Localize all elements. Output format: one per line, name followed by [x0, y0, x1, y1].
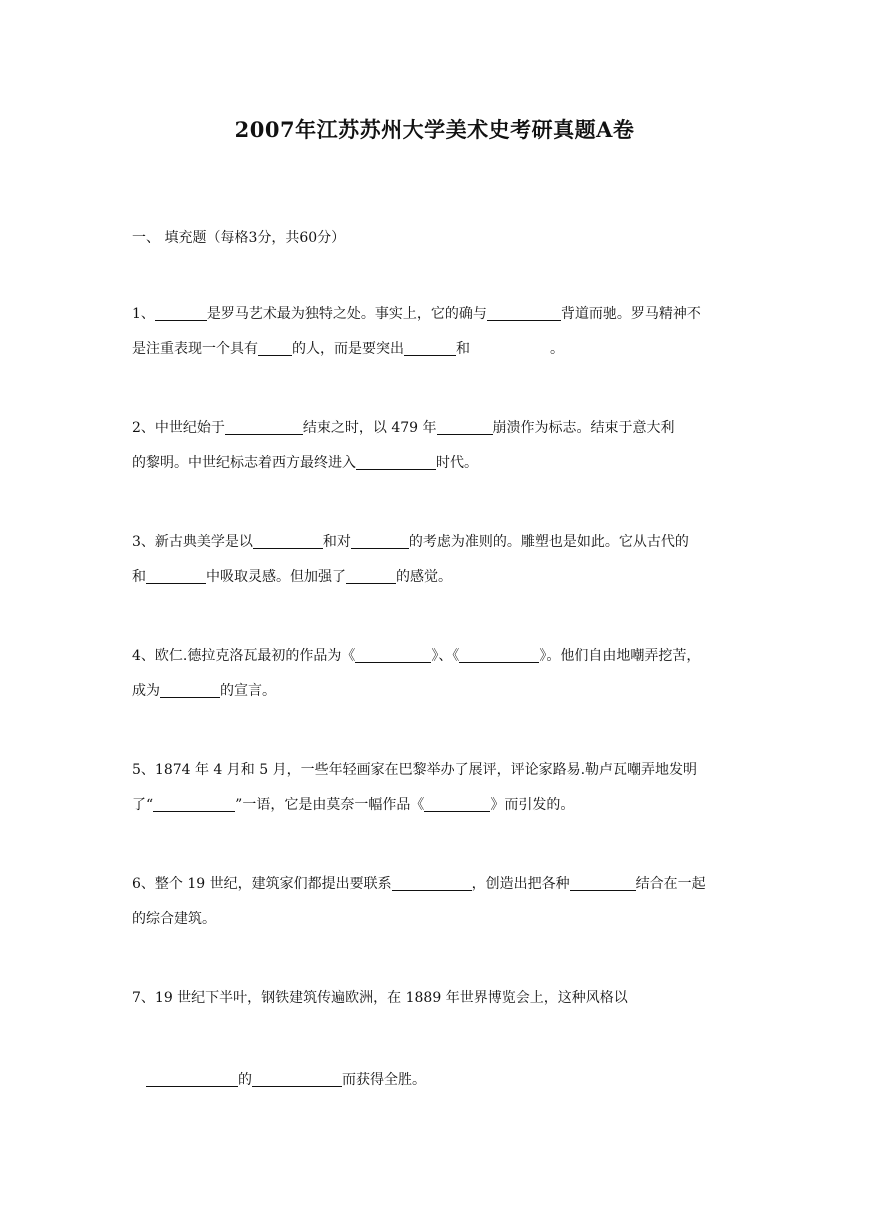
fill-blank[interactable]	[253, 531, 323, 549]
question-5-line-1	[132, 753, 740, 788]
question-2	[132, 411, 740, 481]
question-4-line-2	[132, 674, 740, 709]
question-4-line-1	[132, 639, 740, 674]
fill-blank[interactable]	[146, 1069, 238, 1087]
q2-text-2: 结束之时，以 479 年	[302, 420, 437, 436]
question-2-line-1	[132, 411, 740, 446]
q1-text-5: 的人，而是要突出	[292, 341, 404, 357]
fill-blank[interactable]	[487, 303, 561, 321]
q3-text-2: 和对	[322, 534, 351, 550]
fill-blank[interactable]	[459, 645, 539, 663]
q4-text-2: 》、《	[431, 648, 460, 664]
fill-blank[interactable]	[160, 680, 220, 698]
q1-text-4: 是注重表现一个具有	[132, 341, 258, 357]
q1-text-1: 1、	[132, 306, 155, 322]
fill-blank[interactable]	[570, 873, 636, 891]
q6-text-2: ，创造出把各种	[471, 876, 570, 892]
q3-text-6: 的感觉。	[396, 569, 452, 585]
q6-text-3: 结合在一起	[635, 876, 706, 892]
section-heading: 一、 填充题（每格3分，共60分）	[132, 230, 346, 246]
question-6-line-2	[132, 902, 740, 937]
q4-text-3: 》。他们自由地嘲弄挖苦，	[539, 648, 701, 664]
q2-text-1: 2、中世纪始于	[132, 420, 225, 436]
fill-blank[interactable]	[424, 794, 490, 812]
fill-blank[interactable]	[355, 645, 431, 663]
question-1-line-1	[132, 297, 740, 332]
q4-text-1: 4、欧仁.德拉克洛瓦最初的作品为《	[132, 648, 356, 664]
q5-text-1: 5、1874 年 4 月和 5 月，一些年轻画家在巴黎举办了展评，评论家路易.勒卢瓦嘲弄地发明	[132, 762, 698, 778]
fill-blank[interactable]	[155, 303, 207, 321]
q7-text-1: 7、19 世纪下半叶，钢铁建筑传遍欧洲，在 1889 年世界博览会上，这种风格以	[132, 990, 628, 1006]
q2-text-3: 崩溃作为标志。结束于意大利	[492, 420, 675, 436]
fill-blank[interactable]	[252, 1069, 342, 1087]
fill-blank[interactable]	[146, 566, 206, 584]
q7-text-3: 而获得全胜。	[342, 1072, 426, 1088]
question-1	[132, 297, 740, 367]
fill-blank[interactable]	[346, 566, 396, 584]
question-3	[132, 525, 740, 595]
q4-text-5: 的宣言。	[220, 683, 276, 699]
question-4	[132, 639, 740, 709]
question-7-line-2	[146, 1063, 426, 1098]
question-6	[132, 867, 740, 937]
question-5	[132, 753, 740, 823]
fill-blank[interactable]	[153, 794, 235, 812]
question-7-line-1	[132, 981, 740, 1016]
q2-text-5: 时代。	[436, 455, 478, 471]
q1-text-6: 和	[456, 341, 470, 357]
fill-blank[interactable]	[437, 417, 493, 435]
fill-blank[interactable]	[356, 452, 436, 470]
fill-blank[interactable]	[225, 417, 303, 435]
q3-text-4: 和	[132, 569, 146, 585]
q6-text-1: 6、整个 19 世纪，建筑家们都提出要联系	[132, 876, 392, 892]
page-title: 2007年江苏苏州大学美术史考研真题A卷	[234, 117, 635, 142]
q2-text-4: 的黎明。中世纪标志着西方最终进入	[132, 455, 356, 471]
question-1-line-2	[132, 332, 740, 367]
fill-blank[interactable]	[351, 531, 409, 549]
q1-text-7: 。	[550, 341, 564, 357]
question-5-line-2	[132, 788, 740, 823]
q3-text-5: 中吸取灵感。但加强了	[206, 569, 346, 585]
q5-text-3: ”一语，它是由莫奈一幅作品《	[235, 797, 425, 813]
q3-text-1: 3、新古典美学是以	[132, 534, 253, 550]
question-3-line-2	[132, 560, 740, 595]
question-3-line-1	[132, 525, 740, 560]
question-6-line-1	[132, 867, 740, 902]
fill-blank[interactable]	[258, 338, 292, 356]
question-2-line-2	[132, 446, 740, 481]
q1-text-2: 是罗马艺术最为独特之处。事实上，它的确与	[206, 306, 487, 322]
question-7	[132, 981, 740, 1016]
q6-text-4: 的综合建筑。	[132, 911, 216, 927]
q1-text-3: 背道而驰。罗马精神不	[560, 306, 701, 322]
q7-text-2: 的	[238, 1072, 252, 1088]
q4-text-4: 成为	[132, 683, 160, 699]
fill-blank[interactable]	[404, 338, 456, 356]
q5-text-4: 》而引发的。	[490, 797, 575, 813]
fill-blank[interactable]	[392, 873, 472, 891]
q5-text-2: 了“	[132, 797, 154, 813]
q3-text-3: 的考虑为准则的。雕塑也是如此。它从古代的	[408, 534, 689, 550]
